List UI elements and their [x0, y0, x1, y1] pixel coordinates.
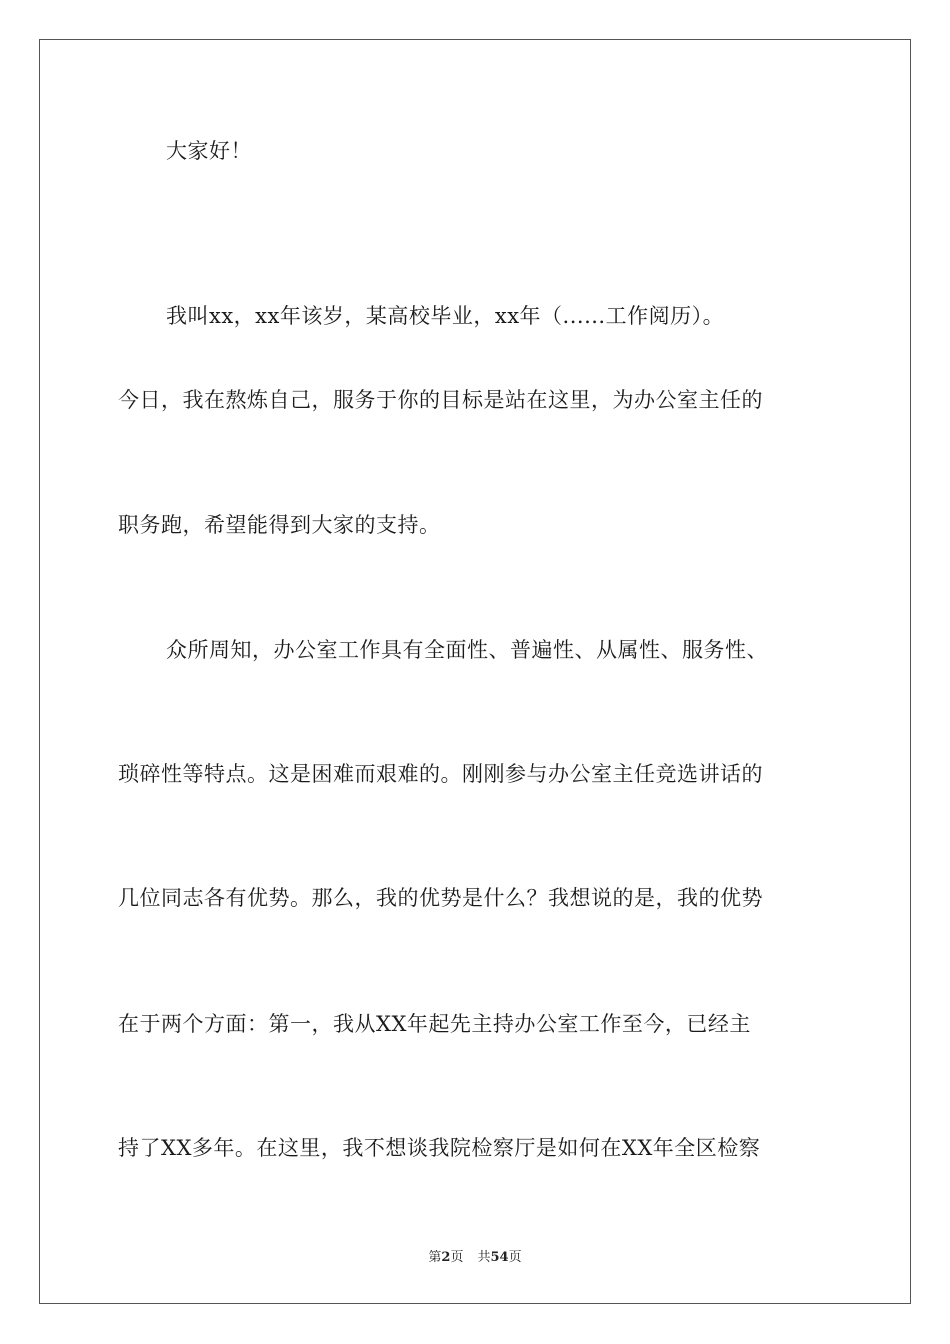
page-frame — [39, 39, 911, 1304]
paragraph-line-9: 持了XX多年。在这里，我不想谈我院检察厅是如何在XX年全区检察 — [118, 1136, 761, 1160]
paragraph-line-3: 今日，我在熬炼自己，服务于你的目标是站在这里，为办公室主任的 — [118, 388, 763, 412]
total-suffix: 页 — [508, 1250, 522, 1265]
page-number-footer — [40, 1250, 910, 1266]
paragraph-line-1: 大家好！ — [166, 139, 252, 163]
paragraph-line-2: 我叫xx，xx年该岁，某高校毕业，xx年（......工作阅历）。 — [166, 304, 725, 328]
paragraph-line-6: 琐碎性等特点。这是困难而艰难的。刚刚参与办公室主任竞选讲话的 — [118, 762, 763, 786]
total-page-count: 54 — [490, 1250, 509, 1265]
page-suffix: 页 — [450, 1250, 464, 1265]
paragraph-line-5: 众所周知，办公室工作具有全面性、普遍性、从属性、服务性、 — [166, 638, 768, 662]
paragraph-line-8: 在于两个方面：第一，我从XX年起先主持办公室工作至今，已经主 — [118, 1012, 751, 1036]
total-prefix: 共 — [477, 1250, 491, 1265]
paragraph-line-7: 几位同志各有优势。那么，我的优势是什么？我想说的是，我的优势 — [118, 886, 763, 910]
paragraph-line-4: 职务跑，希望能得到大家的支持。 — [118, 513, 441, 537]
page-prefix: 第 — [428, 1250, 442, 1265]
current-page-number: 2 — [441, 1250, 451, 1265]
